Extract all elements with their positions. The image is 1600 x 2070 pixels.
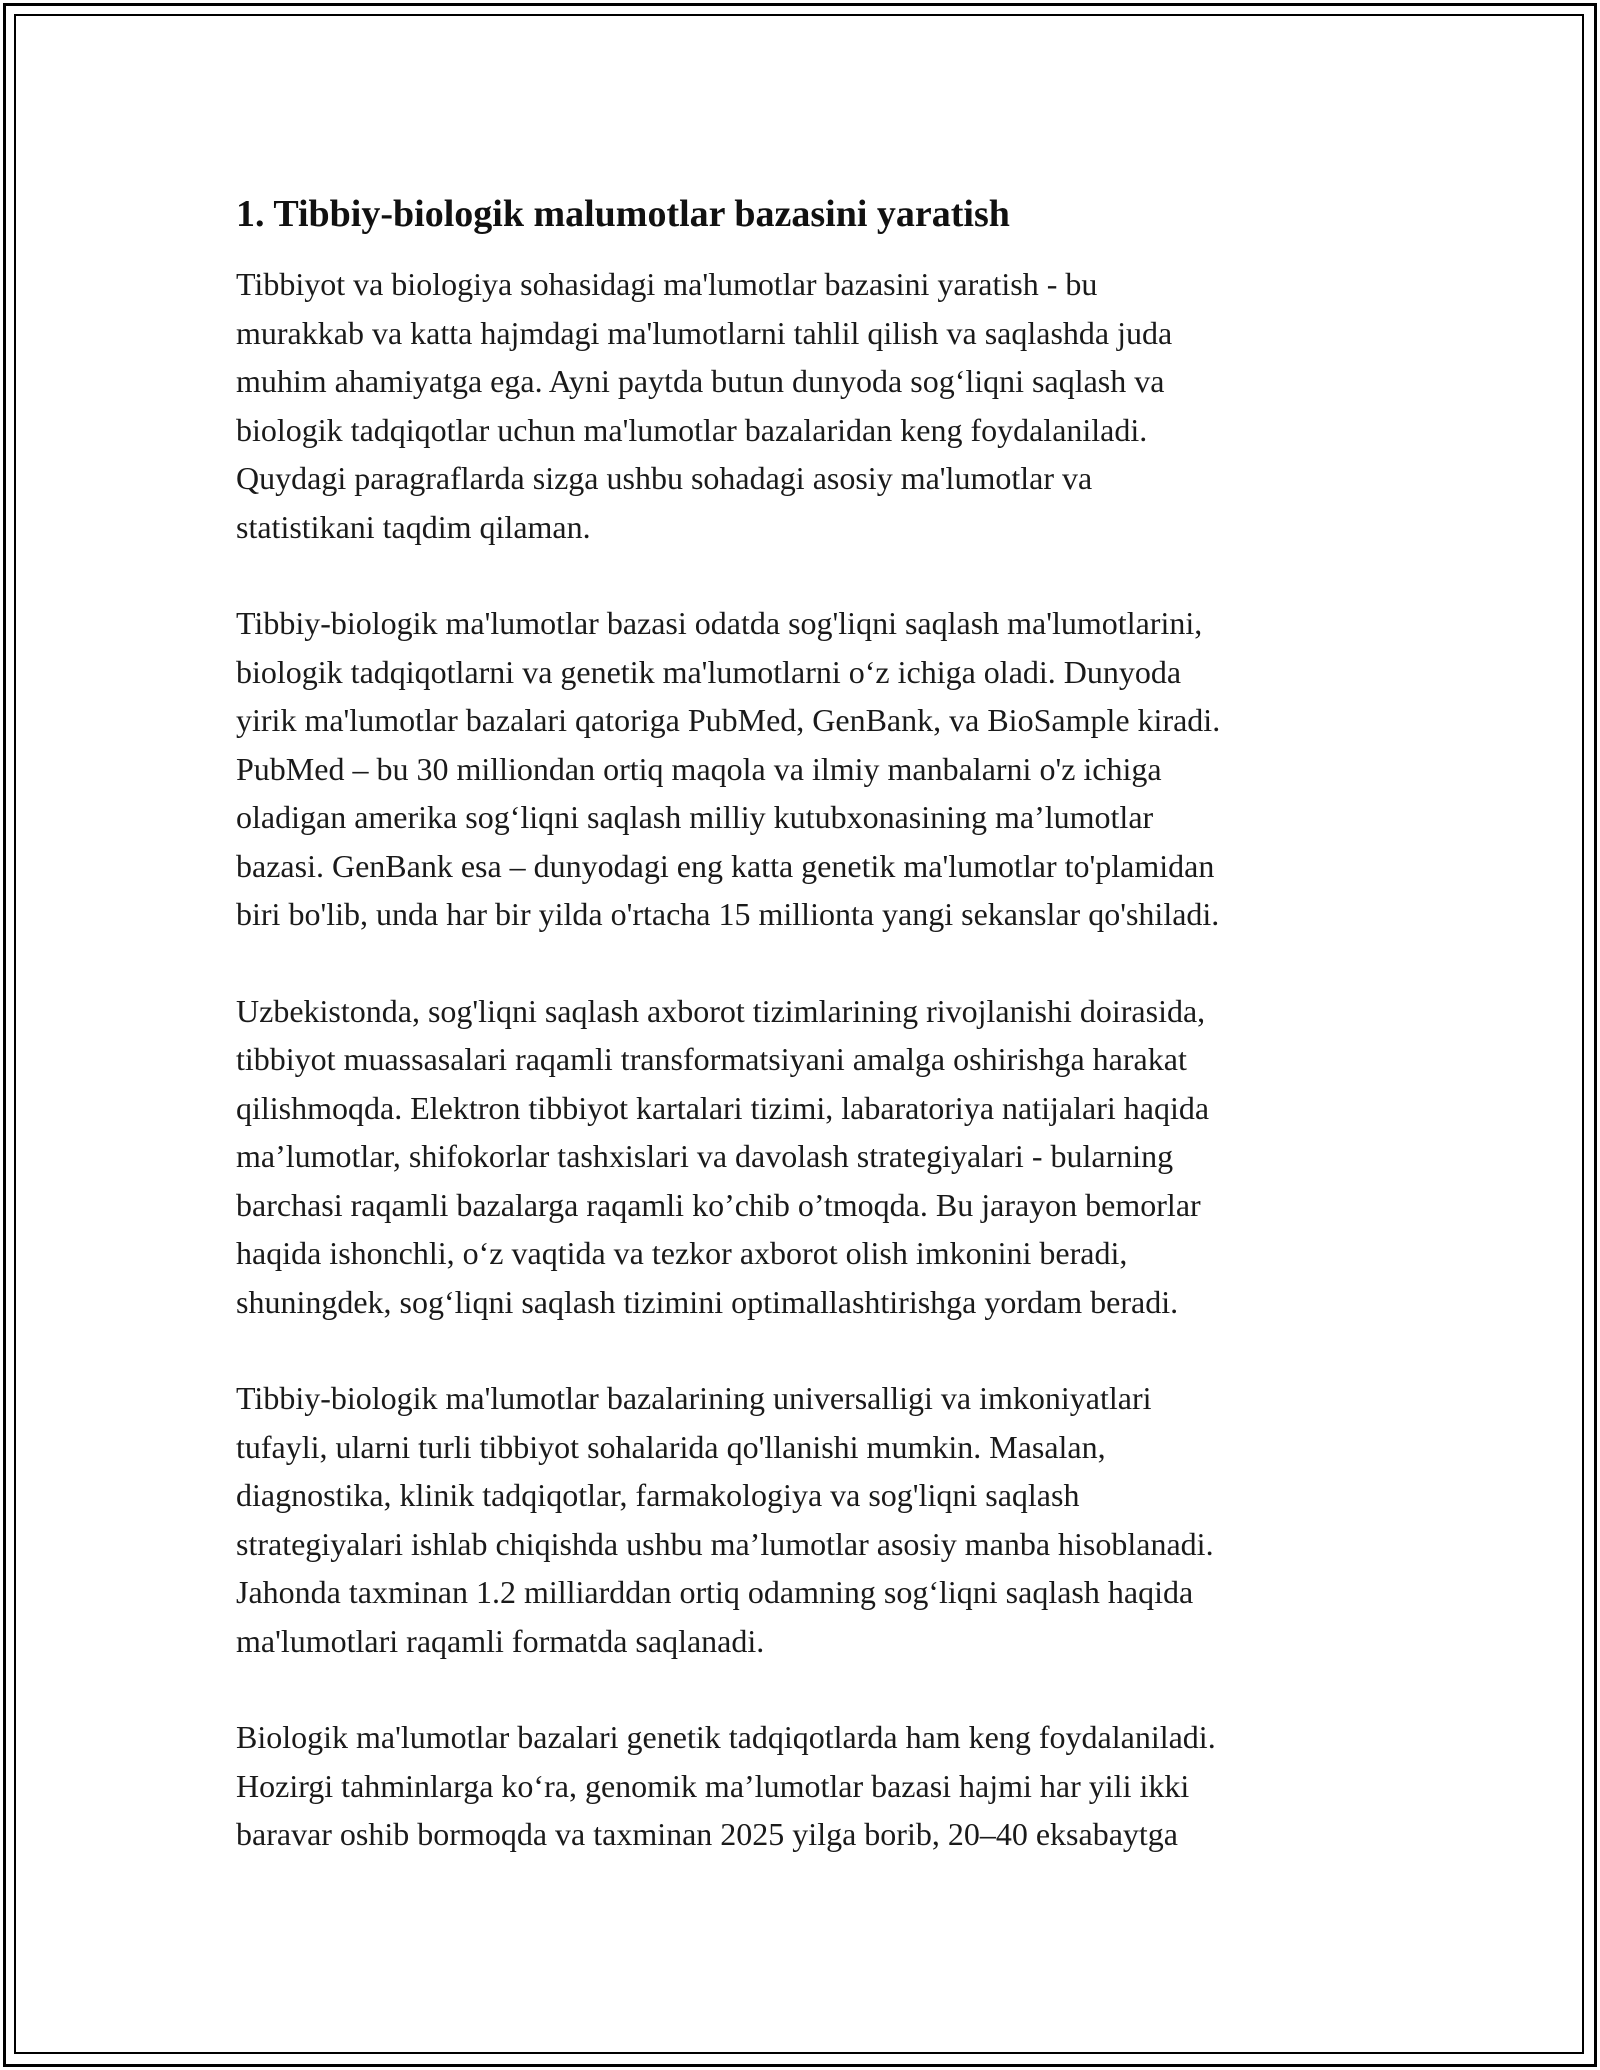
paragraph-line: Tibbiy-biologik ma'lumotlar bazasi odatda sog'liqni saqlash ma'lumotlarini, — [236, 605, 1203, 641]
paragraph-line: statistikani taqdim qilaman. — [236, 508, 591, 545]
paragraph-line: oladigan amerika sog‘liqni saqlash milliy kutubxonasining ma’lumotlar — [236, 799, 1154, 835]
paragraph-line: qilishmoqda. Elektron tibbiyot kartalari tizimi, labaratoriya natijalari haqida — [236, 1089, 1210, 1126]
paragraph-line: barchasi raqamli bazalarga raqamli ko’chib o’tmoqda. Bu jarayon bemorlar — [236, 1186, 1201, 1223]
paragraph-line: biologik tadqiqotlarni va genetik ma'lumotlarni o‘z ichiga oladi. Dunyoda — [236, 653, 1182, 690]
paragraph-line: biologik tadqiqotlar uchun ma'lumotlar bazalaridan keng foydalaniladi. — [236, 411, 1148, 448]
paragraph-line: muhim ahamiyatga ega. Ayni paytda butun dunyoda sog‘liqni saqlash va — [236, 363, 1165, 399]
paragraph-line: diagnostika, klinik tadqiqotlar, farmakologiya va sog'liqni saqlash — [236, 1477, 1080, 1513]
paragraph-line: tufayli, ularni turli tibbiyot sohalarida qo'llanishi mumkin. Masalan, — [236, 1428, 1106, 1465]
paragraph-line: bazasi. GenBank esa – dunyodagi eng katta genetik ma'lumotlar to'plamidan — [236, 847, 1215, 884]
paragraph-line: strategiyalari ishlab chiqishda ushbu ma’lumotlar asosiy manba hisoblanadi. — [236, 1525, 1214, 1562]
paragraph-uzbekistan — [236, 987, 1376, 1327]
paragraph-intro — [236, 260, 1376, 551]
section-heading: 1. Tibbiy-biologik malumotlar bazasini yaratish — [236, 193, 1010, 235]
paragraph-line: Hozirgi tahminlarga ko‘ra, genomik ma’lumotlar bazasi hajmi har yili ikki — [236, 1767, 1190, 1804]
paragraph-line: ma’lumotlar, shifokorlar tashxislari va davolash strategiyalari - bularning — [236, 1138, 1174, 1174]
paragraph-line: tibbiyot muassasalari raqamli transformatsiyani amalga oshirishga harakat — [236, 1041, 1187, 1077]
paragraph-line: biri bo'lib, unda har bir yilda o'rtacha 15 millionta yangi sekanslar qo'shiladi. — [236, 896, 1220, 932]
paragraph-line: haqida ishonchli, o‘z vaqtida va tezkor axborot olish imkonini beradi, — [236, 1235, 1128, 1271]
paragraph-genomics — [236, 1713, 1376, 1859]
paragraph-line: Jahonda taxminan 1.2 milliarddan ortiq odamning sog‘liqni saqlash haqida — [236, 1574, 1194, 1610]
paragraph-line: ma'lumotlari raqamli formatda saqlanadi. — [236, 1622, 765, 1659]
paragraph-line: yirik ma'lumotlar bazalari qatoriga PubMed, GenBank, va BioSample kiradi. — [236, 702, 1221, 738]
document-body — [236, 188, 1376, 1907]
paragraph-line: shuningdek, sog‘liqni saqlash tizimini optimallashtirishga yordam beradi. — [236, 1283, 1179, 1320]
paragraph-line: Tibbiyot va biologiya sohasidagi ma'lumotlar bazasini yaratish - bu — [236, 266, 1098, 302]
paragraph-line: Tibbiy-biologik ma'lumotlar bazalarining universalligi va imkoniyatlari — [236, 1380, 1152, 1416]
paragraph-line: baravar oshib bormoqda va taxminan 2025 yilga borib, 20–40 eksabaytga — [236, 1816, 1178, 1852]
paragraph-line: PubMed – bu 30 milliondan ortiq maqola va ilmiy manbalarni o'z ichiga — [236, 750, 1162, 787]
paragraph-line: murakkab va katta hajmdagi ma'lumotlarni tahlil qilish va saqlashda juda — [236, 314, 1173, 351]
paragraph-universality — [236, 1374, 1376, 1665]
paragraph-line: Biologik ma'lumotlar bazalari genetik tadqiqotlarda ham keng foydalaniladi. — [236, 1719, 1216, 1755]
paragraph-line: Quydagi paragraflarda sizga ushbu sohadagi asosiy ma'lumotlar va — [236, 460, 1093, 496]
paragraph-line: Uzbekistonda, sog'liqni saqlash axborot tizimlarining rivojlanishi doirasida, — [236, 992, 1206, 1029]
paragraph-databases — [236, 599, 1376, 939]
